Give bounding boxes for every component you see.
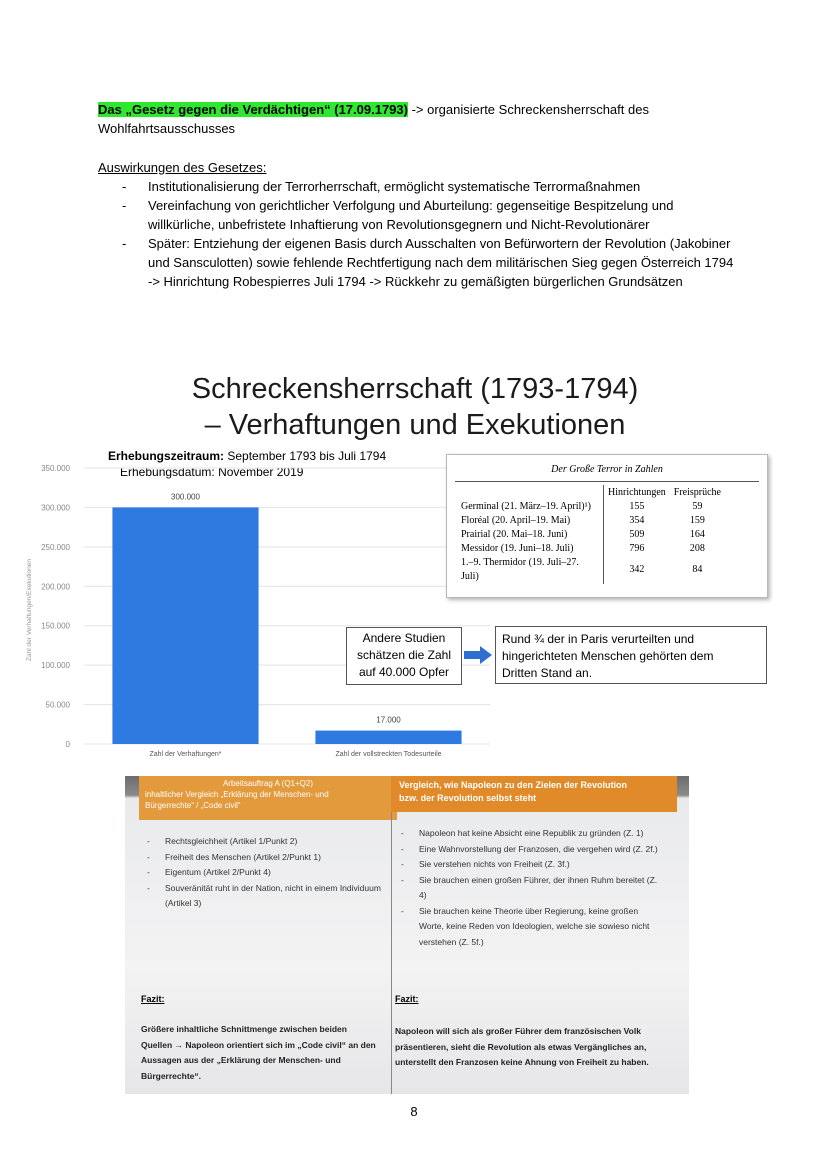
table-row [457, 542, 725, 556]
law-description: -> organisierte Schreckensherrschaft des Wohlfahrtsausschusses [98, 102, 649, 136]
table-cell: 796 [629, 543, 645, 554]
law-paragraph [98, 100, 738, 138]
worksheet-right-column [397, 826, 663, 950]
table-cell: 155 [629, 501, 645, 512]
item-text: Souveränität ruht in der Nation, nicht in einem Individuum (Artikel 3) [165, 882, 381, 908]
table-cell: 354 [629, 515, 645, 526]
slide-title [120, 371, 710, 443]
effects-list-item [122, 196, 738, 234]
bullet-dash: - [401, 828, 404, 838]
callout-line: hingerichteten Menschen gehörten dem [502, 649, 714, 663]
header-line: Vergleich, wie Napoleon zu den Zielen der Revolution [399, 780, 628, 790]
right-conclusion: Napoleon will sich als großer Führer dem französischen Volk präsentieren, sieht die Revolution als etwas Vergängliches an, unterstellt den Franzosen keine Ahnung von Freiheit zu haben. [395, 1026, 649, 1067]
right-items-list [397, 826, 663, 950]
header-line: Bürgerrechte“ / „Code civil“ [145, 801, 241, 810]
y-tick-label: 100.000 [41, 661, 70, 671]
y-tick-label: 0 [65, 740, 70, 749]
y-tick-label: 350.000 [41, 464, 70, 473]
bar-value-label: 17.000 [376, 715, 401, 725]
table-row [457, 556, 725, 584]
bullet-dash: - [147, 836, 150, 846]
y-tick-label: 50.000 [45, 700, 70, 710]
bullet-dash: - [401, 905, 404, 916]
list-item [397, 857, 663, 873]
header-line: inhaltlicher Vergleich „Erklärung der Menschen- und [145, 790, 329, 799]
table-header-executions: Hinrichtungen [608, 487, 666, 498]
table-header-acquittals: Freisprüche [673, 487, 721, 498]
item-text: Freiheit des Menschen (Artikel 2/Punkt 1) [165, 851, 321, 862]
bullet-dash: - [122, 236, 127, 251]
table-cell: 342 [629, 564, 645, 575]
table-row [457, 514, 725, 528]
table-cell: 208 [689, 543, 705, 554]
bullet-dash: - [147, 851, 150, 862]
bar [112, 507, 258, 744]
third-estate-callout [495, 626, 767, 684]
other-studies-callout [346, 627, 462, 685]
x-category-label: Zahl der vollstreckten Todesurteile [335, 751, 442, 758]
list-item [143, 881, 383, 912]
table-header-row [457, 485, 725, 500]
bullet-dash: - [401, 859, 404, 869]
callout-line: auf 40.000 Opfer [358, 665, 450, 679]
table-cell: 59 [692, 501, 703, 512]
top-text-block [98, 100, 738, 291]
list-item [143, 850, 383, 866]
left-conclusion: Größere inhaltliche Schnittmenge zwischen beiden Quellen → Napoleon orientiert sich im „Code civil“ an den Aussagen aus der „Erklärung der Menschen- und Bürgerrechte“. [141, 1024, 376, 1081]
survey-date: Erhebungsdatum: November 2019 [120, 465, 304, 479]
effects-list [98, 177, 738, 291]
effects-list-item [122, 234, 738, 291]
table-cell: Messidor (19. Juni–18. Juli) [457, 542, 604, 556]
section-title: Auswirkungen des Gesetzes: [98, 160, 267, 175]
item-text: Sie brauchen einen großen Führer, der ihnen Ruhm bereitet (Z. 4) [419, 874, 658, 900]
y-tick-label: 300.000 [41, 503, 70, 513]
bullet-dash: - [122, 179, 127, 194]
slide-title-line1: Schreckensherrschaft (1793-1794) [191, 373, 639, 405]
table-cell: 1.–9. Thermidor (19. Juli–27. Juli) [457, 556, 604, 584]
column-divider [391, 812, 392, 1094]
callout-line: Rund ¾ der in Paris verurteilten und [502, 632, 695, 646]
y-axis-label: Zahl der Verhaftungen/Exekutionen [26, 559, 33, 661]
item-text: Sie brauchen keine Theorie über Regierung, keine großen Worte, keine Reden von Ideologien, welche sie sowieso nicht verstehen (Z. 5f.) [419, 905, 650, 947]
list-item [143, 865, 383, 881]
item-text: Eigentum (Artikel 2/Punkt 4) [165, 867, 271, 877]
header-line: Arbeitsauftrag A (Q1+Q2) [222, 779, 314, 788]
bullet-dash: - [401, 874, 404, 885]
table-row [457, 528, 725, 542]
list-item [397, 904, 663, 951]
callout-line: Dritten Stand an. [502, 666, 593, 680]
worksheet-left-column [143, 834, 383, 912]
right-fazit-label: Fazit: [395, 994, 419, 1004]
survey-period-label: Erhebungszeitraum: [108, 449, 225, 463]
bullet-dash: - [401, 843, 404, 854]
arrests-executions-chart [22, 455, 512, 765]
table-row [457, 500, 725, 514]
list-item [397, 826, 663, 842]
item-text: Sie verstehen nichts von Freiheit (Z. 3f.) [419, 859, 570, 869]
list-item [143, 834, 383, 850]
worksheet-photo [125, 776, 689, 1094]
terror-table-box [446, 454, 768, 598]
law-title-highlight: Das „Gesetz gegen die Verdächtigen“ (17.09.1793) [98, 102, 408, 117]
y-tick-label: 200.000 [41, 582, 70, 592]
arrow-shape [464, 646, 492, 664]
x-category-label: Zahl der Verhaftungen* [149, 751, 222, 758]
slide-title-line2: – Verhaftungen und Exekutionen [204, 409, 626, 441]
page-number: 8 [410, 1104, 418, 1119]
terror-table [457, 485, 725, 584]
terror-table-title: Der Große Terror in Zahlen [551, 464, 663, 475]
item-text: Rechtsgleichheit (Artikel 1/Punkt 2) [165, 836, 298, 846]
effect-text: Institutionalisierung der Terrorherrschaft, ermöglicht systematische Terrormaßnahmen [148, 179, 641, 194]
table-cell: 159 [689, 515, 705, 526]
list-item [397, 842, 663, 858]
table-header-empty [457, 485, 604, 500]
y-tick-label: 250.000 [41, 542, 70, 552]
survey-period-value: September 1793 bis Juli 1794 [224, 449, 387, 463]
left-fazit-label: Fazit: [141, 994, 165, 1004]
list-item [397, 873, 663, 904]
bullet-dash: - [147, 867, 150, 877]
table-cell: Prairial (20. Mai–18. Juni) [457, 528, 604, 542]
table-cell: 509 [629, 529, 645, 540]
worksheet-right-header [391, 776, 677, 812]
item-text: Napoleon hat keine Absicht eine Republik zu gründen (Z. 1) [419, 828, 644, 838]
table-cell: Germinal (21. März–19. April)¹) [457, 500, 604, 514]
table-cell: 84 [692, 564, 703, 575]
bar [315, 731, 461, 744]
bar-value-label: 300.000 [171, 492, 200, 502]
effect-text: Später: Entziehung der eigenen Basis durch Ausschalten von Befürwortern der Revolution (Jakobiner und Sansculotten) sowie fehlende Rechtfertigung nach dem militärischen Sieg gegen Österreich 1794 -> Hinrichtung Robespierres Juli 1794 -> Rückkehr zu gemäßigten bürgerlichen Grundsätzen [148, 236, 734, 289]
table-cell: Floréal (20. April–19. Mai) [457, 514, 604, 528]
bullet-dash: - [122, 198, 127, 213]
worksheet-left-header [139, 776, 397, 820]
bullet-dash: - [147, 882, 150, 893]
header-line: bzw. der Revolution selbst steht [399, 793, 537, 803]
callout-line: Andere Studien [362, 631, 446, 645]
table-rule [455, 481, 759, 482]
left-items-list [143, 834, 383, 912]
item-text: Eine Wahnvorstellung der Franzosen, die vergehen wird (Z. 2f.) [419, 843, 658, 854]
y-tick-label: 150.000 [41, 621, 70, 631]
effects-list-item [122, 177, 738, 196]
table-cell: 164 [689, 529, 705, 540]
arrow-right-icon [462, 645, 494, 665]
callout-line: schätzen die Zahl [356, 648, 452, 662]
effect-text: Vereinfachung von gerichtlicher Verfolgung und Aburteilung: gegenseitige Bespitzelung und willkürliche, unbefristete Inhaftierung von Revolutionsgegnern und Nicht-Revolutionärer [148, 198, 674, 232]
